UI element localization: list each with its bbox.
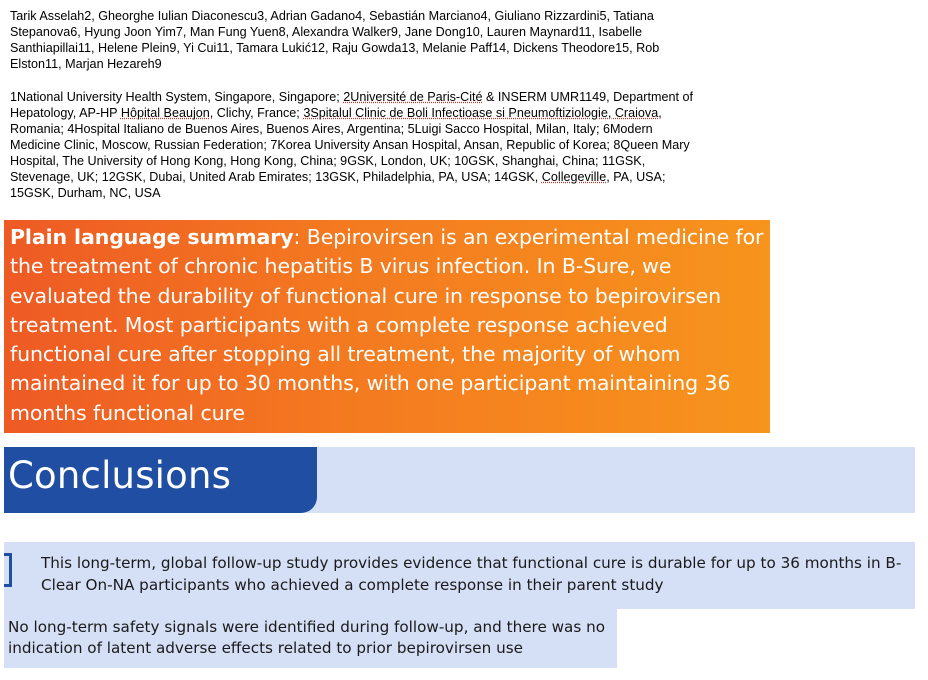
bracket-icon [4, 553, 12, 587]
affiliation-part: , Romania; 4Hospital Italiano de Buenos Aires, Buenos Aires, Argentina; 5Luigi Sacco Hospital, Milan, Italy; 6Modern Medicine Clinic, Moscow, Russian Federation; 7Korea University Ansan Hospital, Ansan, Republic of Korea; 8Queen Mary Hospital, The University of Hong Kong, Hong Kong, China; 9GSK, London, UK; 10GSK, Shanghai, China; 11GSK, Stevenage, UK; 12GSK, Dubai, United Arab Emirates; 13GSK, Philadelphia, PA, USA; 14GSK, [10, 106, 690, 184]
affiliation-part: 3Spitalul Clinic de Boli Infectioase si Pneumoftiziologie, Craiova [303, 106, 659, 120]
affiliation-part: , PA, USA; 15GSK, Durham, NC, USA [10, 170, 666, 200]
affiliation-part: 1National University Health System, Singapore, Singapore; [10, 90, 344, 104]
author-list: Tarik Asselah2, Gheorghe Iulian Diaconescu3, Adrian Gadano4, Sebastián Marciano4, Giuliano Rizzardini5, Tatiana Stepanova6, Hyung Joon Yim7, Man Fung Yuen8, Alexandra Walker9, Jane Dong10, Lauren Maynard11, Isabelle Santhiapillai11, Helene Plein9, Yi Cui11, Tamara Lukić12, Raju Gowda13, Melanie Paff14, Dickens Theodore15, Rob Elston11, Marjan Hezareh9 [10, 9, 660, 71]
plain-language-summary [4, 220, 770, 433]
affiliation-part: Collegeville [541, 170, 607, 184]
affiliation-part: & INSERM UMR1149, Department of Hepatology, AP-HP [10, 90, 693, 120]
summary-text: : Bepirovirsen is an experimental medicine for the treatment of chronic hepatitis B virus infection. In B-Sure, we evaluated the durability of functional cure in response to bepirovirsen treatment. Most participants with a complete response achieved functional cure after stopping all treatment, the majority of whom maintained it for up to 30 months, with one participant maintaining 36 months functional cure [10, 225, 764, 425]
conclusions-title: Conclusions [8, 454, 232, 497]
conclusion-point-1: This long-term, global follow-up study provides evidence that functional cure is durable for up to 36 months in B-Clear On-NA participants who achieved a complete response in their parent study [41, 554, 902, 594]
affiliation-part: , Clichy, France; [209, 106, 304, 120]
affiliation-part: 2Université de Paris-Cité [343, 90, 483, 104]
conclusion-point-2: No long-term safety signals were identified during follow-up, and there was no indication of latent adverse effects related to prior bepirovirsen use [8, 618, 606, 657]
affiliation-part: Hôpital Beaujon [120, 106, 210, 120]
summary-label: Plain language summary [10, 225, 294, 249]
affiliations [10, 89, 700, 201]
